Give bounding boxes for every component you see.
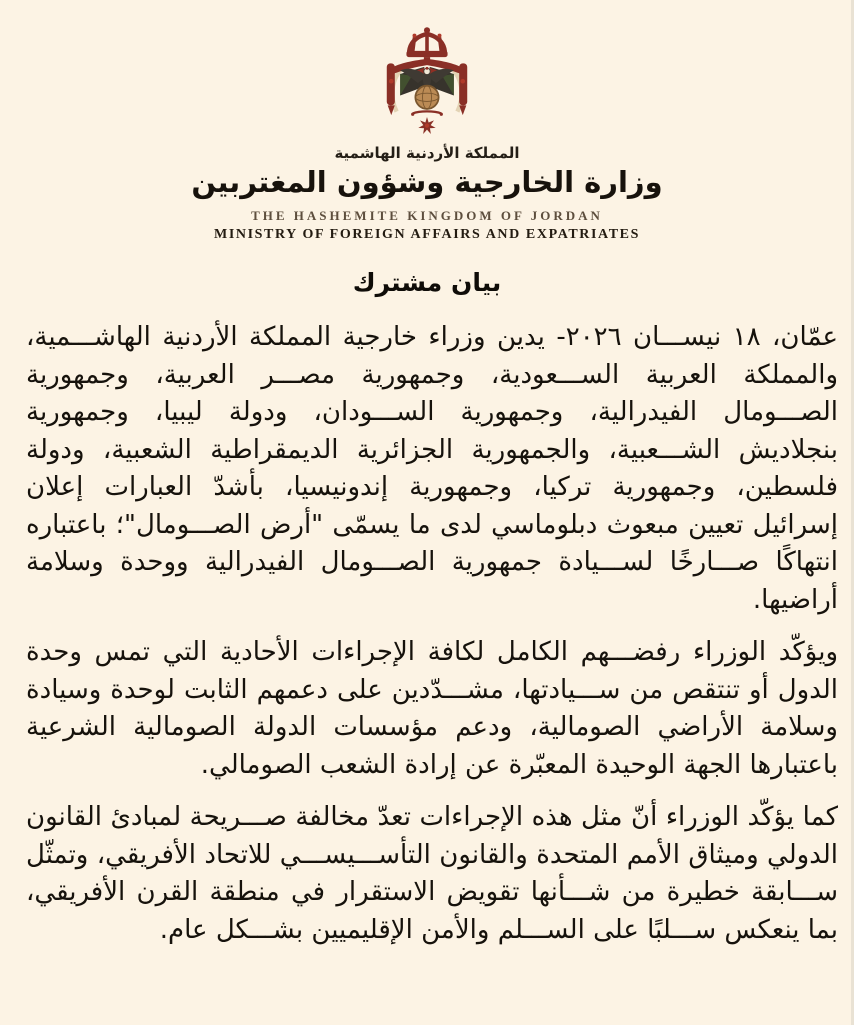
- statement-title: بيان مشترك: [352, 268, 502, 297]
- statement-paragraph-1: عمّان، ١٨ نيســـان ٢٠٢٦- يدين وزراء خارجية المملكة الأردنية الهاشـــمية، والمملكة العربية الســـعودية، وجمهورية مصـــر العربية، وجمهورية الصـــومال الفيدرالية، وجمهورية الســـودان، ودولة ليبيا، وجمهورية بنجلاديش الشـــعبية، والجمهورية الجزائرية الديمقراطية الشعبية، ودولة فلسطين، وجمهورية تركيا، وجمهورية إندونيسيا، بأشدّ العبارات إعلان إسرائيل تعيين مبعوث دبلوماسي لدى ما يسمّى "أرض الصـــومال"؛ باعتباره انتهاكًا صـــارخًا لســـيادة جمهورية الصـــومال الفيدرالية ووحدة وسلامة أراضيها.: [26, 322, 838, 615]
- jordan-coat-of-arms-icon: [335, 24, 519, 142]
- statement-content: [0, 268, 854, 949]
- jordan-royal-crest-icon: [0, 24, 854, 142]
- statement-paragraph-2: ويؤكّد الوزراء رفضـــهم الكامل لكافة الإجراءات الأحادية التي تمس وحدة الدول أو تنتقص من ســـيادتها، مشـــدّدين على دعمهم الثابت لوحدة وسيادة وسلامة الأراضي الصومالية، ودعم مؤسسات الدولة الصومالية الشرعية باعتبارها الجهة الوحيدة المعبّرة عن إرادة الشعب الصومالي.: [26, 637, 838, 780]
- statement-paragraph-3: كما يؤكّد الوزراء أنّ مثل هذه الإجراءات تعدّ مخالفة صـــريحة لمبادئ القانون الدولي وميثاق الأمم المتحدة والقانون التأســـيســـي للاتحاد الأفريقي، وتمثّل ســـابقة خطيرة من شـــأنها تقويض الاستقرار في منطقة القرن الأفريقي، بما ينعكس ســـلبًا على الســـلم والأمن الإقليميين بشـــكل عام.: [26, 802, 838, 945]
- statement-body: [0, 319, 854, 949]
- ministry-name-english: MINISTRY OF FOREIGN AFFAIRS AND EXPATRIATES: [214, 227, 640, 242]
- globe-icon: [415, 86, 438, 109]
- crown-icon: [406, 27, 447, 64]
- kingdom-name-english: THE HASHEMITE KINGDOM OF JORDAN: [251, 208, 603, 223]
- kingdom-name-arabic: المملكة الأردنية الهاشمية: [334, 144, 520, 162]
- ministry-letterhead: [0, 0, 854, 243]
- star-ornament-icon: [411, 111, 443, 134]
- ministry-name-arabic-calligraphy: وزارة الخارجية وشؤون المغتربين: [191, 165, 663, 199]
